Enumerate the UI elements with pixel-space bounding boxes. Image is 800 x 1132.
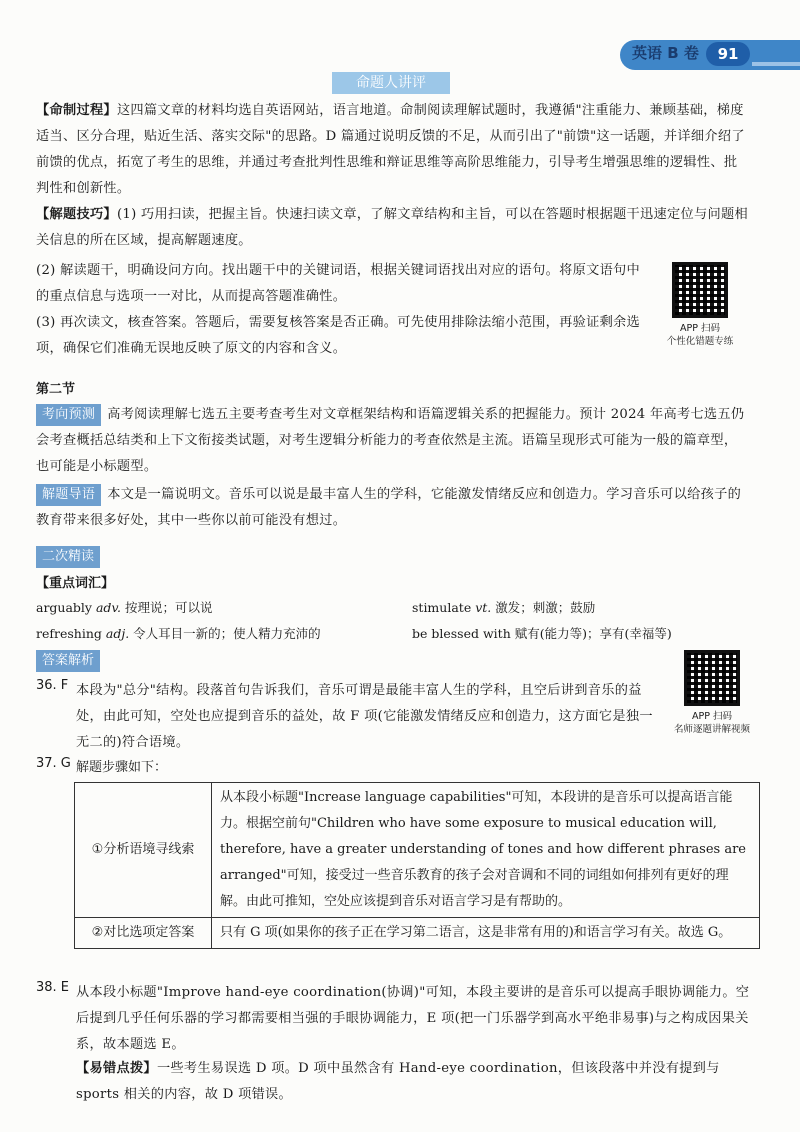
qr-block-1: [660, 262, 740, 348]
guide-paragraph: [36, 482, 748, 534]
row-label: ①分析语境寻线索: [75, 783, 212, 918]
reading-label-wrap: [36, 546, 106, 568]
table-row: [75, 918, 760, 949]
qr2-caption-2: 名师逐题讲解视频: [673, 724, 750, 735]
answer-label: 答案解析: [36, 650, 100, 672]
forecast-label: 考向预测: [36, 404, 101, 426]
vocab-item: be blessed with 赋有(能力等)；享有(幸福等): [412, 626, 672, 641]
forecast-text: 高考阅读理解七选五主要考查考生对文章框架结构和语篇逻辑关系的把握能力。预计 2024 年高考七选五仍会考查概括总结类和上下文衔接类试题，对考生逻辑分析能力的考查依然是主流。语篇呈现形式可能为一般的篇章型，也可能是小标题型。: [36, 407, 745, 474]
vocab-item: stimulate vt. 激发；刺激；鼓励: [412, 600, 596, 615]
tips-paragraph: [36, 202, 748, 254]
row-content: 从本段小标题"Increase language capabilities"可知，本段讲的是音乐可以提高语言能力。根据空前句"Children who have some exposure to musical education will, therefore, have a greater understanding of tones and how different phrases are arranged"可知，接受过一些音乐教育的孩子会对音调和不同的词组如何排列有更好的理解。由此可推知，空处应该提到音乐对语言学习是有帮助的。: [212, 783, 760, 918]
commentary-title: 命题人讲评: [332, 72, 450, 94]
q38-text: 从本段小标题"Improve hand-eye coordination(协调)"可知，本段主要讲的是音乐可以提高手眼协调能力。空后提到几乎任何乐器的学习都需要相当强的手眼协调能力，E 项(把一门乐器学到高水平绝非易事)与之构成因果关系，故本题选 E。: [76, 985, 750, 1052]
q38-number: 38. E: [36, 980, 70, 995]
vocab-item: arguably adv. 按理说；可以说: [36, 600, 213, 615]
qr-code-icon[interactable]: [684, 650, 740, 706]
tip-3: (3) 再次读文，核查答案。答题后，需要复核答案是否正确。可先使用排除法缩小范围，再验证剩余选项，确保它们准确无误地反映了原文的内容和含义。: [36, 315, 641, 356]
header-deco: [752, 62, 800, 66]
process-label: 【命制过程】: [36, 103, 117, 118]
answer-label-wrap: [36, 650, 106, 672]
table-row: [75, 783, 760, 918]
section-label: 英语 B 卷: [632, 44, 699, 62]
forecast-paragraph: [36, 402, 748, 480]
qr-block-2: [664, 650, 760, 736]
vocab-title: 【重点词汇】: [36, 576, 115, 591]
vocab-item: refreshing adj. 令人耳目一新的；使人精力充沛的: [36, 626, 321, 641]
q37-number: 37. G: [36, 756, 71, 771]
section-title: 第二节: [36, 382, 76, 397]
error-paragraph: [76, 1056, 752, 1108]
reading-label: 二次精读: [36, 546, 100, 568]
analysis-table: [74, 782, 760, 949]
qr1-caption-1: APP 扫码: [680, 323, 720, 334]
page-number: 91: [706, 42, 750, 66]
row-content: 只有 G 项(如果你的孩子正在学习第二语言，这是非常有用的)和语言学习有关。故选 G。: [212, 918, 760, 949]
tip-1: (1) 巧用扫读，把握主旨。快速扫读文章，了解文章结构和主旨，可以在答题时根据题干迅速定位与问题相关信息的所在区域，提高解题速度。: [36, 207, 748, 248]
q36-number: 36. F: [36, 678, 69, 693]
q36-text: 本段为"总分"结构。段落首句告诉我们，音乐可谓是最能丰富人生的学科，且空后讲到音乐的益处，由此可知，空处也应提到音乐的益处，故 F 项(它能激发情绪反应和创造力，这方面它是独一无二的)符合语境。: [76, 683, 653, 750]
tips-label: 【解题技巧】: [36, 207, 117, 222]
tip-2: (2) 解读题干，明确设问方向。找出题干中的关键词语，根据关键词语找出对应的语句。将原文语句中的重点信息与选项一一对比，从而提高答题准确性。: [36, 263, 641, 304]
qr-code-icon[interactable]: [672, 262, 728, 318]
process-text: 这四篇文章的材料均选自英语网站，语言地道。命制阅读理解试题时，我遵循"注重能力、兼顾基础，梯度适当、区分合理，贴近生活、落实交际"的思路。D 篇通过说明反馈的不足，从而引出了"前馈"这一话题，并详细介绍了前馈的优点，拓宽了考生的思维，并通过考查批判性思维和辩证思维等高阶思维能力，引导考生增强思维的逻辑性、批判性和创新性。: [36, 103, 745, 196]
q37-text: 解题步骤如下：: [76, 760, 168, 775]
qr1-caption-2: 个性化错题专练: [666, 336, 734, 347]
process-paragraph: [36, 98, 748, 202]
error-label: 【易错点拨】: [76, 1061, 157, 1076]
guide-text: 本文是一篇说明文。音乐可以说是最丰富人生的学科，它能激发情绪反应和创造力。学习音乐可以给孩子的教育带来很多好处，其中一些你以前可能没有想过。: [36, 487, 742, 528]
guide-label: 解题导语: [36, 484, 101, 506]
qr2-caption-1: APP 扫码: [692, 711, 732, 722]
error-text: 一些考生易误选 D 项。D 项中虽然含有 Hand-eye coordination，但该段落中并没有提到与 sports 相关的内容，故 D 项错误。: [76, 1061, 720, 1102]
row-label: ②对比选项定答案: [75, 918, 212, 949]
